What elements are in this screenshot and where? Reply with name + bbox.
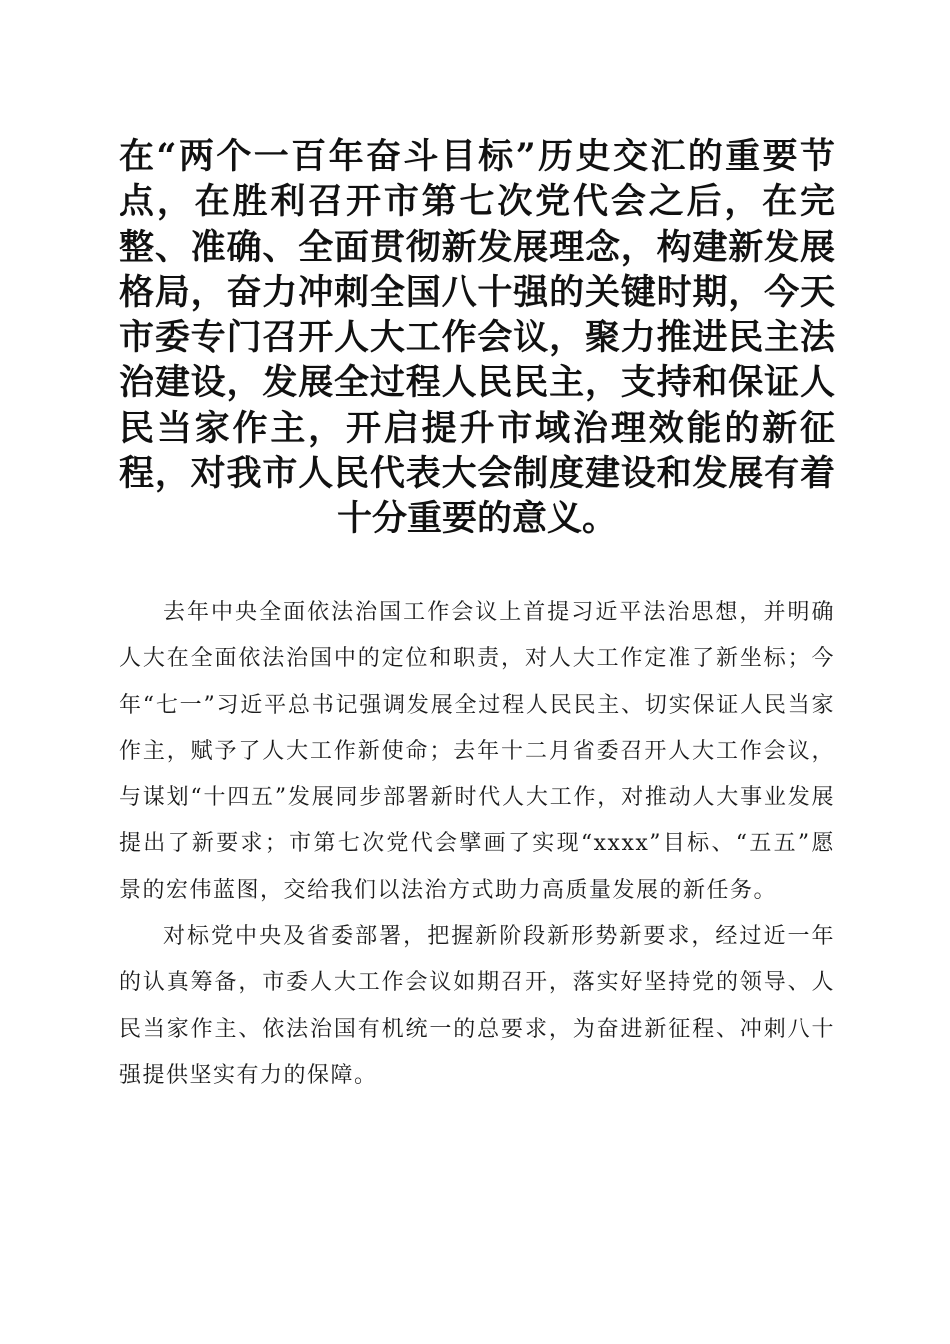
paragraph-1: 去年中央全面依法治国工作会议上首提习近平法治思想，并明确人大在全面依法治国中的定位和职责，对人大工作定准了新坐标；今年“七一”习近平总书记强调发展全过程人民民主、切实保证人民当家作主，赋予了人大工作新使命；去年十二月省委召开人大工作会议，与谋划“十四五”发展同步部署新时代人大工作，对推动人大事业发展提出了新要求；市第七次党代会擘画了实现“xxxx”目标、“五五”愿景的宏伟蓝图，交给我们以法治方式助力高质量发展的新任务。 [119,600,835,903]
document-body [119,590,835,1099]
document-title: 在“两个一百年奋斗目标”历史交汇的重要节点，在胜利召开市第七次党代会之后，在完整、准确、全面贯彻新发展理念，构建新发展格局，奋力冲刺全国八十强的关键时期，今天市委专门召开人大工作会议，聚力推进民主法治建设，发展全过程人民民主，支持和保证人民当家作主，开启提升市域治理效能的新征程，对我市人民代表大会制度建设和发展有着十分重要的意义。 [119,136,835,540]
paragraph-2: 对标党中央及省委部署，把握新阶段新形势新要求，经过近一年的认真筹备，市委人大工作会议如期召开，落实好坚持党的领导、人民当家作主、依法治国有机统一的总要求，为奋进新征程、冲刺八十强提供坚实有力的保障。 [119,924,835,1088]
